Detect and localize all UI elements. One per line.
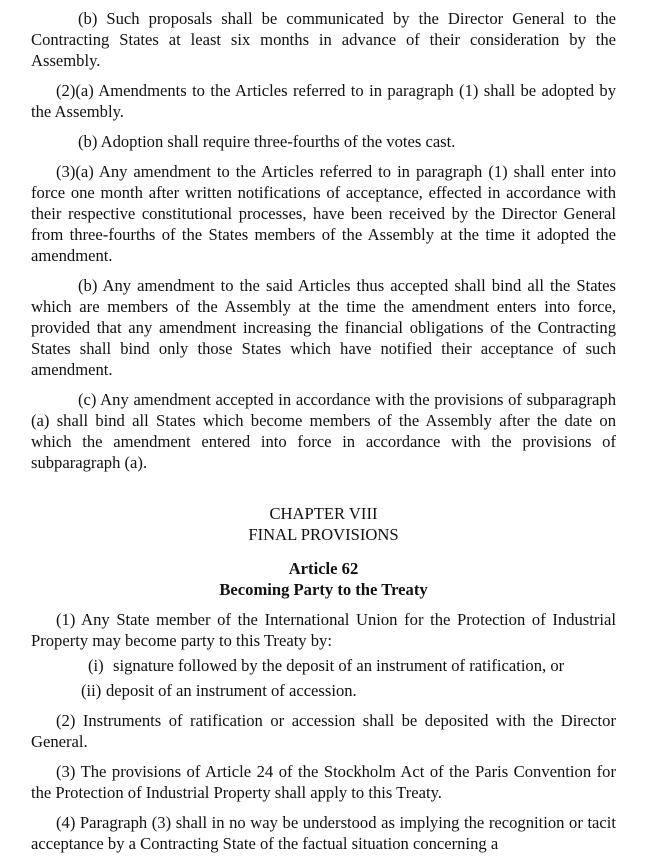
article-paragraph-2: (2) Instruments of ratification or accession shall be deposited with the Director General. <box>31 711 616 751</box>
article-number: Article 62 <box>288 559 359 578</box>
list-item-text: signature followed by the deposit of an instrument of ratification, or <box>113 656 565 675</box>
list-item-number: (ii) <box>81 681 102 700</box>
paragraph-1b-proposals: (b) Such proposals shall be communicated by the Director General to the Contracting States at least six months in advance of their consideration by the Assembly. <box>31 9 616 70</box>
paragraph-3a-entry-into-force: (3)(a) Any amendment to the Articles referred to in paragraph (1) shall enter into force one month after written notifications of acceptance, effected in accordance with their respective constitutional processes, have been received by the Director General from three-fourths of the States members of the Assembly at the time it adopted the amendment. <box>31 162 616 265</box>
paragraph-2b-adoption: (b) Adoption shall require three-fourths of the votes cast. <box>78 132 456 151</box>
article-paragraph-1: (1) Any State member of the International Union for the Protection of Industrial Property may become party to this Treaty by: <box>31 610 616 650</box>
chapter-title: FINAL PROVISIONS <box>248 525 399 544</box>
paragraph-3b-binding: (b) Any amendment to the said Articles thus accepted shall bind all the States which are members of the Assembly at the time the amendment enters into force, provided that any amendment increasing the financial obligations of the Contracting States shall bind only those States which have notified their acceptance of such amendment. <box>31 276 616 379</box>
article-heading <box>31 558 616 600</box>
list-item-text: deposit of an instrument of accession. <box>106 681 357 700</box>
article-paragraph-3: (3) The provisions of Article 24 of the Stockholm Act of the Paris Convention for the Protection of Industrial Property shall apply to this Treaty. <box>31 762 616 802</box>
paragraph-3c-new-members: (c) Any amendment accepted in accordance with the provisions of subparagraph (a) shall bind all States which become members of the Assembly after the date on which the amendment entered into force in accordance with the provisions of subparagraph (a). <box>31 390 616 472</box>
chapter-number: CHAPTER VIII <box>269 504 378 523</box>
chapter-heading <box>31 503 616 545</box>
article-paragraph-4: (4) Paragraph (3) shall in no way be understood as implying the recognition or tacit acceptance by a Contracting State of the factual situation concerning a <box>31 813 616 853</box>
list-item-number: (i) <box>88 656 104 675</box>
document-page <box>31 8 616 854</box>
paragraph-2a-amendments: (2)(a) Amendments to the Articles referred to in paragraph (1) shall be adopted by the Assembly. <box>31 81 616 121</box>
list-item <box>31 680 616 701</box>
article-title: Becoming Party to the Treaty <box>219 580 428 599</box>
list-item <box>31 655 616 676</box>
